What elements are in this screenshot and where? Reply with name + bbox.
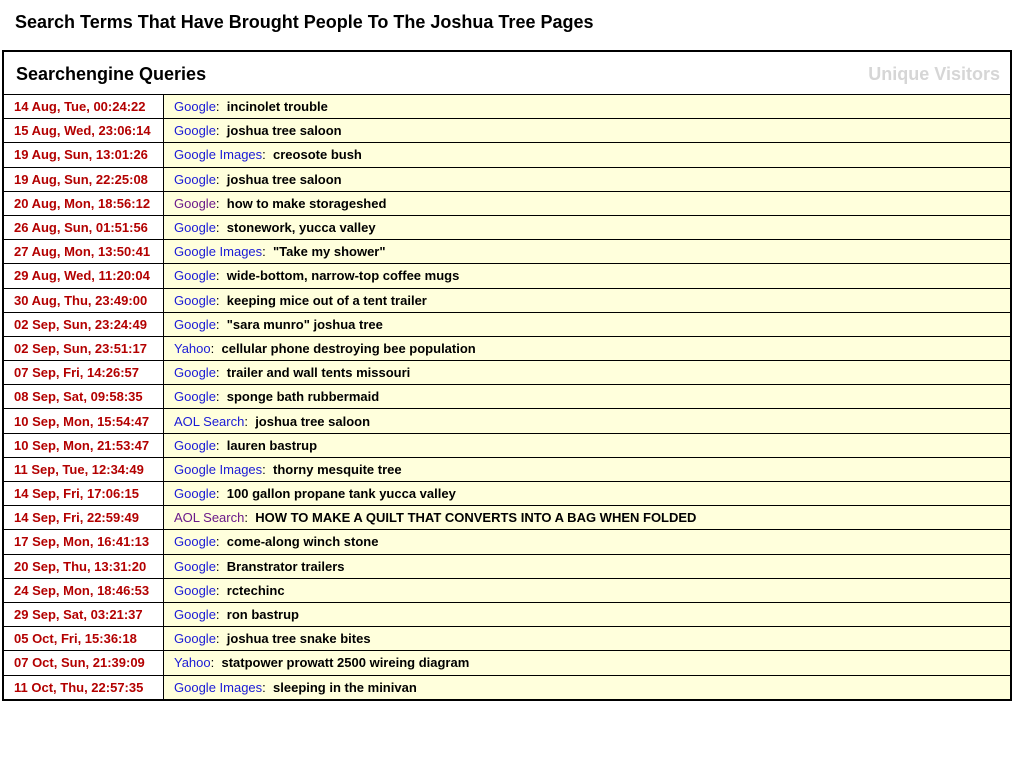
- search-term: rctechinc: [226, 582, 285, 598]
- search-term: cellular phone destroying bee population: [221, 340, 476, 356]
- query-timestamp: 27 Aug, Mon, 13:50:41: [4, 240, 164, 264]
- search-term: ron bastrup: [226, 607, 299, 623]
- search-term: joshua tree saloon: [226, 123, 342, 139]
- table-row: [4, 433, 1010, 457]
- search-engine-link[interactable]: Google: [174, 171, 216, 187]
- search-engine-link[interactable]: Yahoo: [174, 340, 211, 356]
- search-term: come-along winch stone: [226, 534, 379, 550]
- table-row: [4, 578, 1010, 602]
- table-row: [4, 602, 1010, 626]
- search-engine-link[interactable]: Google Images: [174, 679, 263, 695]
- search-term: wide-bottom, narrow-top coffee mugs: [226, 268, 460, 284]
- search-engine-link[interactable]: Google Images: [174, 147, 263, 163]
- query-timestamp: 10 Sep, Mon, 21:53:47: [4, 433, 164, 457]
- query-cell: [164, 385, 1011, 409]
- query-timestamp: 07 Sep, Fri, 14:26:57: [4, 361, 164, 385]
- query-cell: [164, 264, 1011, 288]
- table-row: [4, 95, 1010, 119]
- search-engine-link[interactable]: Google: [174, 534, 216, 550]
- search-engine-link[interactable]: Google: [174, 99, 216, 115]
- query-timestamp: 29 Sep, Sat, 03:21:37: [4, 602, 164, 626]
- search-term: trailer and wall tents missouri: [226, 365, 411, 381]
- search-engine-link[interactable]: Google: [174, 268, 216, 284]
- table-row: [4, 312, 1010, 336]
- query-timestamp: 14 Aug, Tue, 00:24:22: [4, 95, 164, 119]
- table-row: [4, 651, 1010, 675]
- query-cell: [164, 215, 1011, 239]
- table-row: [4, 554, 1010, 578]
- separator: :: [215, 195, 227, 211]
- search-term: Branstrator trailers: [226, 558, 345, 574]
- search-engine-link[interactable]: Google: [174, 123, 216, 139]
- query-timestamp: 20 Aug, Mon, 18:56:12: [4, 191, 164, 215]
- table-row: [4, 361, 1010, 385]
- query-timestamp: 14 Sep, Fri, 22:59:49: [4, 506, 164, 530]
- search-term: sponge bath rubbermaid: [226, 389, 380, 405]
- query-cell: [164, 651, 1011, 675]
- query-cell: [164, 409, 1011, 433]
- table-row: [4, 143, 1010, 167]
- query-cell: [164, 167, 1011, 191]
- search-engine-link[interactable]: AOL Search: [174, 413, 245, 429]
- query-timestamp: 10 Sep, Mon, 15:54:47: [4, 409, 164, 433]
- query-cell: [164, 143, 1011, 167]
- query-timestamp: 15 Aug, Wed, 23:06:14: [4, 119, 164, 143]
- search-term: joshua tree saloon: [226, 171, 342, 187]
- separator: :: [215, 534, 227, 550]
- query-cell: [164, 627, 1011, 651]
- query-timestamp: 17 Sep, Mon, 16:41:13: [4, 530, 164, 554]
- query-cell: [164, 288, 1011, 312]
- table-row: [4, 240, 1010, 264]
- search-engine-link[interactable]: Google: [174, 292, 216, 308]
- search-term: statpower prowatt 2500 wireing diagram: [221, 655, 470, 671]
- separator: :: [215, 292, 227, 308]
- query-timestamp: 11 Sep, Tue, 12:34:49: [4, 457, 164, 481]
- separator: :: [215, 558, 227, 574]
- table-row: [4, 457, 1010, 481]
- search-engine-link[interactable]: Google: [174, 365, 216, 381]
- query-cell: [164, 361, 1011, 385]
- search-engine-link[interactable]: Yahoo: [174, 655, 211, 671]
- table-row: [4, 288, 1010, 312]
- query-cell: [164, 457, 1011, 481]
- search-engine-link[interactable]: Google: [174, 582, 216, 598]
- queries-table: [4, 95, 1010, 699]
- search-term: stonework, yucca valley: [226, 220, 376, 236]
- query-cell: [164, 530, 1011, 554]
- search-term: creosote bush: [273, 147, 362, 163]
- separator: :: [215, 607, 227, 623]
- query-timestamp: 26 Aug, Sun, 01:51:56: [4, 215, 164, 239]
- search-engine-link[interactable]: Google: [174, 607, 216, 623]
- query-cell: [164, 602, 1011, 626]
- table-row: [4, 530, 1010, 554]
- query-timestamp: 05 Oct, Fri, 15:36:18: [4, 627, 164, 651]
- search-term: HOW TO MAKE A QUILT THAT CONVERTS INTO A BAG WHEN FOLDED: [255, 510, 697, 526]
- query-timestamp: 20 Sep, Thu, 13:31:20: [4, 554, 164, 578]
- page-title: Search Terms That Have Brought People To The Joshua Tree Pages: [15, 12, 594, 32]
- table-row: [4, 627, 1010, 651]
- search-term: thorny mesquite tree: [273, 461, 402, 477]
- query-cell: [164, 433, 1011, 457]
- query-cell: [164, 240, 1011, 264]
- separator: :: [215, 268, 227, 284]
- separator: :: [262, 147, 274, 163]
- separator: :: [215, 486, 227, 502]
- separator: :: [262, 244, 274, 260]
- separator: :: [215, 99, 227, 115]
- query-cell: [164, 675, 1011, 699]
- table-row: [4, 264, 1010, 288]
- search-engine-link[interactable]: Google Images: [174, 244, 263, 260]
- separator: :: [262, 679, 274, 695]
- search-engine-link[interactable]: Google: [174, 195, 216, 211]
- search-engine-link[interactable]: Google: [174, 437, 216, 453]
- query-timestamp: 29 Aug, Wed, 11:20:04: [4, 264, 164, 288]
- query-cell: [164, 482, 1011, 506]
- query-cell: [164, 119, 1011, 143]
- query-timestamp: 19 Aug, Sun, 22:25:08: [4, 167, 164, 191]
- search-term: joshua tree snake bites: [226, 631, 371, 647]
- search-engine-link[interactable]: Google: [174, 558, 216, 574]
- separator: :: [215, 123, 227, 139]
- search-engine-link[interactable]: Google: [174, 316, 216, 332]
- query-timestamp: 30 Aug, Thu, 23:49:00: [4, 288, 164, 312]
- separator: :: [244, 413, 256, 429]
- separator: :: [215, 316, 227, 332]
- table-row: [4, 119, 1010, 143]
- query-cell: [164, 578, 1011, 602]
- query-timestamp: 08 Sep, Sat, 09:58:35: [4, 385, 164, 409]
- query-timestamp: 19 Aug, Sun, 13:01:26: [4, 143, 164, 167]
- table-row: [4, 385, 1010, 409]
- query-timestamp: 14 Sep, Fri, 17:06:15: [4, 482, 164, 506]
- separator: :: [210, 655, 222, 671]
- search-term: lauren bastrup: [226, 437, 318, 453]
- separator: :: [215, 171, 227, 187]
- query-timestamp: 24 Sep, Mon, 18:46:53: [4, 578, 164, 602]
- query-timestamp: 02 Sep, Sun, 23:51:17: [4, 336, 164, 360]
- panel-header: [4, 52, 1010, 95]
- table-row: [4, 675, 1010, 699]
- separator: :: [215, 631, 227, 647]
- separator: :: [215, 220, 227, 236]
- separator: :: [215, 437, 227, 453]
- panel-title: Searchengine Queries: [16, 64, 207, 84]
- search-engine-link[interactable]: Google: [174, 389, 216, 405]
- query-cell: [164, 506, 1011, 530]
- unique-visitors-link[interactable]: Unique Visitors: [868, 64, 1000, 84]
- query-timestamp: 11 Oct, Thu, 22:57:35: [4, 675, 164, 699]
- separator: :: [244, 510, 256, 526]
- search-term: joshua tree saloon: [255, 413, 371, 429]
- separator: :: [215, 582, 227, 598]
- search-term: "Take my shower": [273, 244, 386, 260]
- query-cell: [164, 95, 1011, 119]
- search-term: sleeping in the minivan: [273, 679, 417, 695]
- search-term: how to make storageshed: [226, 195, 387, 211]
- search-term: "sara munro" joshua tree: [226, 316, 383, 332]
- search-engine-link[interactable]: Google Images: [174, 461, 263, 477]
- search-engine-link[interactable]: AOL Search: [174, 510, 245, 526]
- search-engine-link[interactable]: Google: [174, 486, 216, 502]
- table-row: [4, 215, 1010, 239]
- separator: :: [262, 461, 274, 477]
- search-term: keeping mice out of a tent trailer: [226, 292, 427, 308]
- query-cell: [164, 191, 1011, 215]
- table-row: [4, 482, 1010, 506]
- table-row: [4, 191, 1010, 215]
- separator: :: [210, 340, 222, 356]
- separator: :: [215, 365, 227, 381]
- query-timestamp: 02 Sep, Sun, 23:24:49: [4, 312, 164, 336]
- query-cell: [164, 336, 1011, 360]
- table-row: [4, 336, 1010, 360]
- query-timestamp: 07 Oct, Sun, 21:39:09: [4, 651, 164, 675]
- queries-table-body: [4, 95, 1010, 699]
- separator: :: [215, 389, 227, 405]
- search-term: 100 gallon propane tank yucca valley: [226, 486, 456, 502]
- table-row: [4, 506, 1010, 530]
- table-row: [4, 167, 1010, 191]
- search-queries-panel: [2, 50, 1012, 701]
- table-row: [4, 409, 1010, 433]
- query-cell: [164, 312, 1011, 336]
- query-cell: [164, 554, 1011, 578]
- search-engine-link[interactable]: Google: [174, 220, 216, 236]
- search-engine-link[interactable]: Google: [174, 631, 216, 647]
- search-term: incinolet trouble: [226, 99, 328, 115]
